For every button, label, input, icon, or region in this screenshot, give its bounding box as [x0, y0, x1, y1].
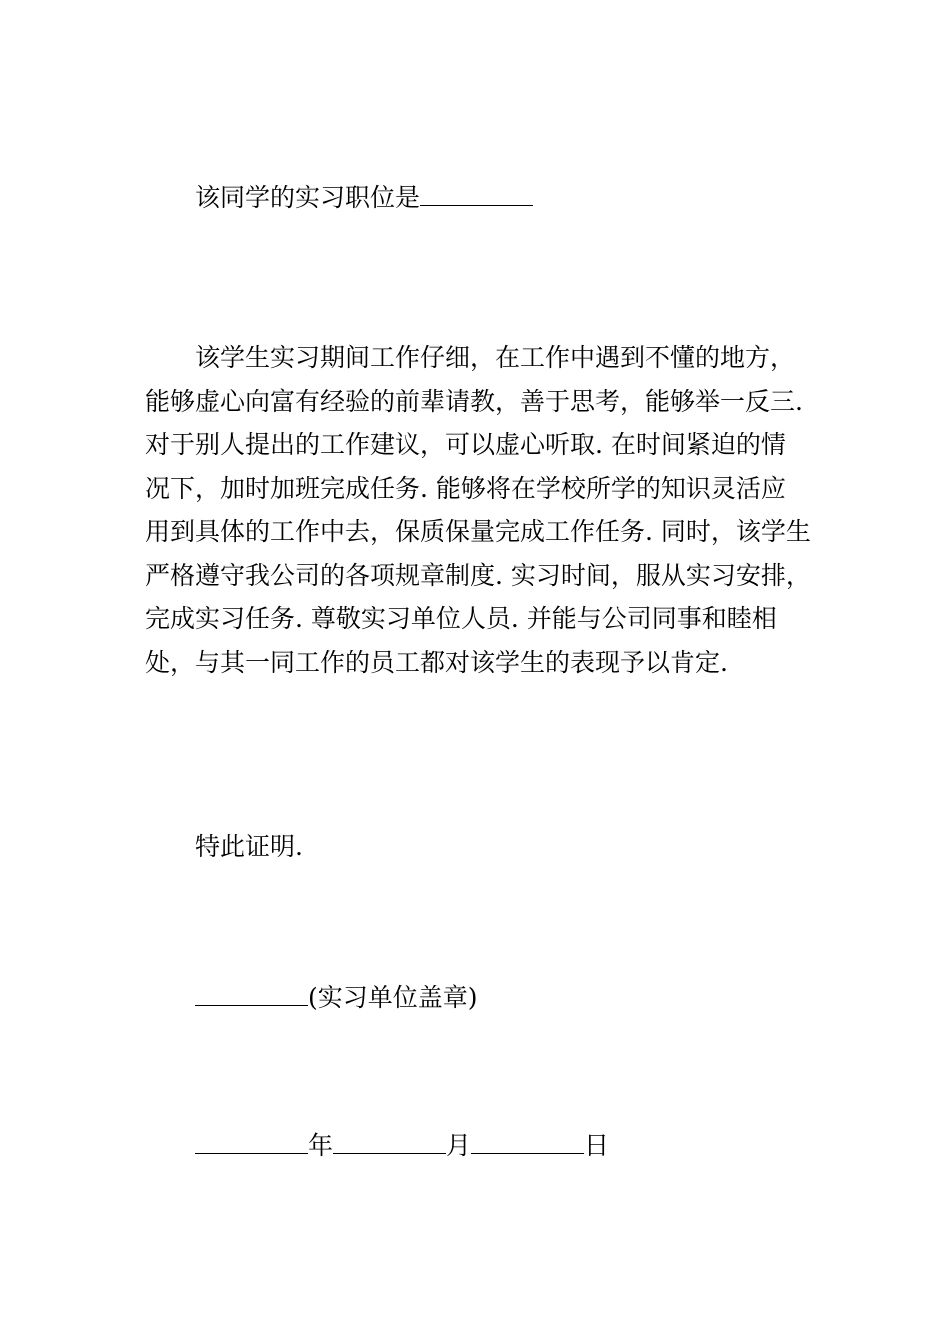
evaluation-line: 对于别人提出的工作建议，可以虚心听取. 在时间紧迫的情: [145, 430, 786, 459]
seal-blank: [195, 983, 308, 1006]
evaluation-line: 况下，加时加班完成任务. 能够将在学校所学的知识灵活应: [145, 473, 786, 503]
month-label: 月: [446, 1131, 472, 1160]
evaluation-line: 严格遵守我公司的各项规章制度. 实习时间，服从实习安排，: [145, 560, 811, 590]
month-blank: [333, 1131, 446, 1154]
year-blank: [195, 1131, 308, 1154]
evaluation-line: 处，与其一同工作的员工都对该学生的表现予以肯定.: [145, 647, 728, 677]
date-line: [195, 1131, 609, 1161]
evaluation-line: 能够虚心向富有经验的前辈请教，善于思考，能够举一反三.: [145, 386, 803, 416]
seal-label: (实习单位盖章): [308, 983, 478, 1012]
evaluation-line: 完成实习任务. 尊敬实习单位人员. 并能与公司同事和睦相: [145, 604, 777, 633]
certification-line: 特此证明.: [195, 832, 303, 861]
day-blank: [471, 1131, 584, 1154]
seal-line: [195, 983, 478, 1013]
evaluation-line: 用到具体的工作中去，保质保量完成工作任务. 同时，该学生: [145, 517, 811, 546]
position-line: [195, 183, 533, 213]
evaluation-paragraph: [145, 336, 825, 684]
position-blank: [420, 183, 533, 206]
day-label: 日: [584, 1131, 610, 1160]
position-label: 该同学的实习职位是: [195, 183, 421, 212]
year-label: 年: [308, 1131, 334, 1160]
evaluation-line: 该学生实习期间工作仔细，在工作中遇到不懂的地方，: [195, 343, 796, 372]
